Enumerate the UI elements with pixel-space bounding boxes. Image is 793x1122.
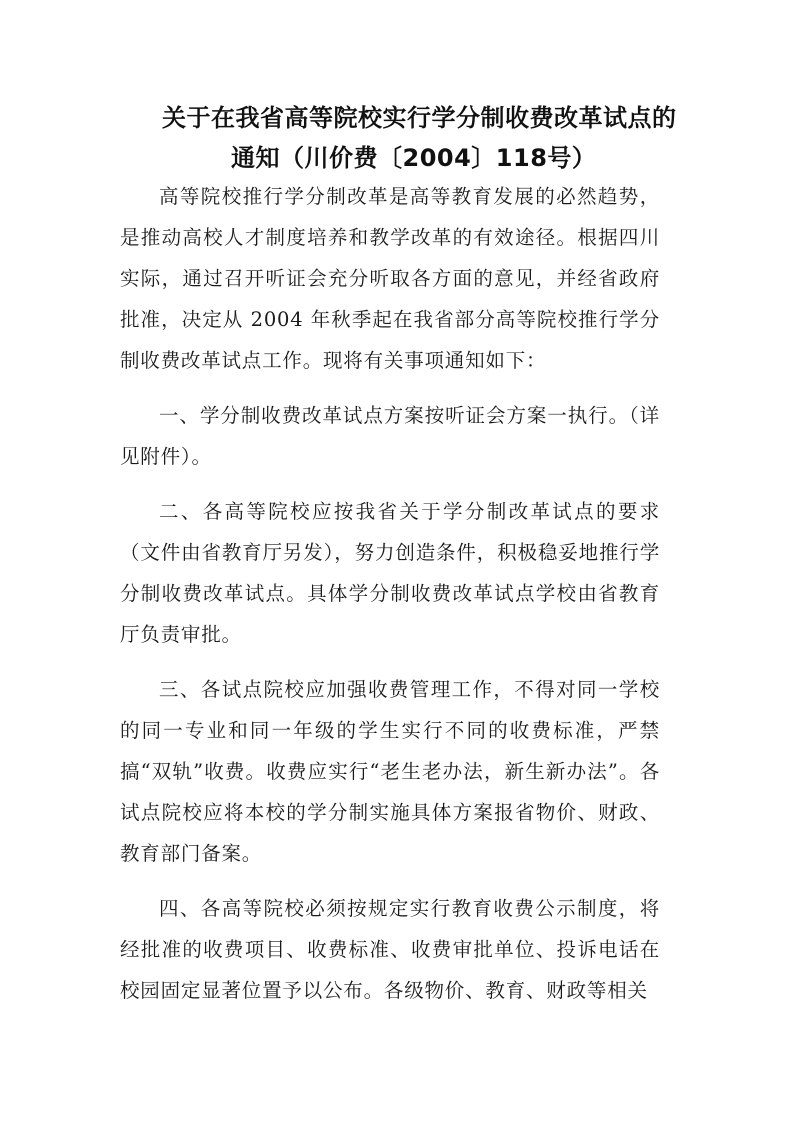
paragraph-intro: 高等院校推行学分制改革是高等教育发展的必然趋势，是推动高校人才制度培养和教学改革的有效途径。根据四川实际，通过召开听证会充分听取各方面的意见，并经省政府批准，决定从 2004 年秋季起在我省部分高等院校推行学分制收费改革试点工作。现将有关事项通知如下： <box>120 185 660 372</box>
paragraph-item-3: 三、各试点院校应加强收费管理工作，不得对同一学校的同一专业和同一年级的学生实行不同的收费标准，严禁搞“双轨”收费。收费应实行“老生老办法，新生新办法”。各试点院校应将本校的学分制实施具体方案报省物价、财政、教育部门备案。 <box>120 678 660 865</box>
paragraph-item-2: 二、各高等院校应按我省关于学分制改革试点的要求（文件由省教育厅另发），努力创造条件，积极稳妥地推行学分制收费改革试点。具体学分制收费改革试点学校由省教育厅负责审批。 <box>120 500 660 646</box>
paragraph-item-4: 四、各高等院校必须按规定实行教育收费公示制度，将经批准的收费项目、收费标准、收费审批单位、投诉电话在校园固定显著位置予以公布。各级物价、教育、财政等相关 <box>120 897 660 1002</box>
paragraph-item-1: 一、学分制收费改革试点方案按听证会方案一执行。（详见附件）。 <box>120 404 660 468</box>
document-title-line-1: 关于在我省高等院校实行学分制收费改革试点的 <box>162 104 677 132</box>
document-title-line-2: 通知（川价费〔2004〕118号） <box>231 144 597 172</box>
document-body <box>120 176 660 1011</box>
